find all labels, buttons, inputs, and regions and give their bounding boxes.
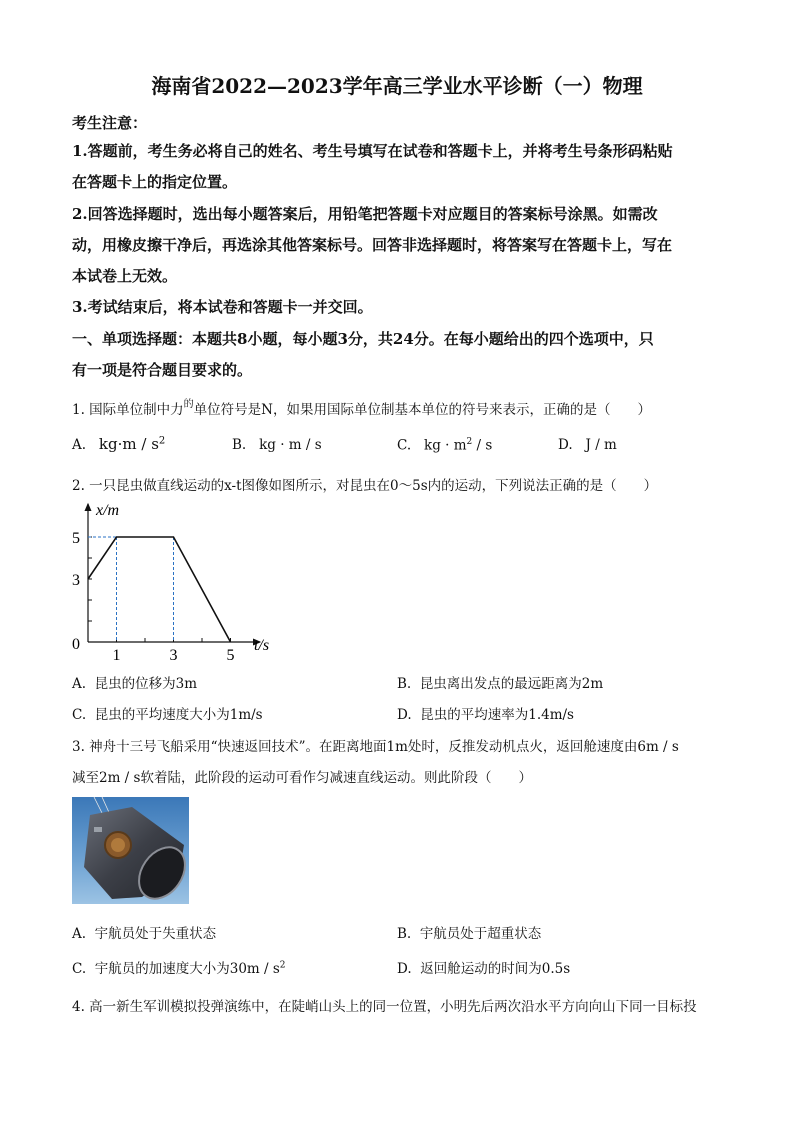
- xt-line: [88, 537, 231, 642]
- question-3-stem: 3. 神舟十三号飞船采用“快速返回技术”。在距离地面1m处时，反推发动机点火，返回舱速度由6m / s: [72, 739, 679, 755]
- y-axis-label: x/m: [96, 502, 120, 519]
- q1-option-c: C. kg · $m^2$ / s: [397, 437, 493, 454]
- xt-graph: [60, 496, 300, 668]
- notice-line: 1.答题前，考生务必将自己的姓名、考生号填写在试卷和答题卡上，并将考生号条形码粘贴: [72, 142, 673, 160]
- y-tick-label: 5: [72, 530, 80, 547]
- q3-option-b: B. 宇航员处于超重状态: [397, 926, 542, 942]
- x-axis-label: t/s: [254, 637, 270, 654]
- x-tick-label: 1: [112, 647, 121, 664]
- q2-option-d: D. 昆虫的平均速率为1.4m/s: [397, 707, 574, 723]
- section-heading: 有一项是符合题目要求的。: [72, 361, 253, 379]
- paper-title: 海南省2022—2023学年高三学业水平诊断（一）物理: [151, 74, 643, 98]
- question-3-stem: 减至2m / s软着陆，此阶段的运动可看作匀减速直线运动。则此阶段（ ）: [72, 770, 532, 786]
- q3-option-a: A. 宇航员处于失重状态: [72, 926, 217, 942]
- q3-option-c: C. 宇航员的加速度大小为$30m / s^2$: [72, 960, 286, 977]
- notice-line: 在答题卡上的指定位置。: [72, 173, 238, 191]
- question-4-stem: 4. 高一新生军训模拟投弹演练中，在陡峭山头上的同一位置，小明先后两次沿水平方向向山下同一目标投: [72, 999, 697, 1015]
- q3-option-d: D. 返回舱运动的时间为0.5s: [397, 961, 571, 977]
- question-2-stem: 2. 一只昆虫做直线运动的x-t图像如图所示，对昆虫在0～5s内的运动，下列说法正确的是（ ）: [72, 478, 658, 494]
- return-capsule-image: [72, 797, 189, 904]
- q2-option-b: B. 昆虫离出发点的最远距离为2m: [397, 676, 604, 692]
- q1-option-d: D. J / m: [558, 437, 617, 453]
- question-1-stem: 1. 国际单位制中力$^的$单位符号是N，如果用国际单位制基本单位的符号来表示，正确的是（ ）: [72, 399, 651, 418]
- notice-line: 本试卷上无效。: [72, 267, 178, 285]
- y-tick-label: 3: [72, 572, 80, 589]
- notice-heading: 考生注意：: [72, 114, 148, 132]
- q1-option-a: A. $kg\cdot m / s^2$: [72, 435, 166, 453]
- q1-option-b: B. kg · m / s: [232, 437, 322, 453]
- origin-label: 0: [72, 636, 80, 653]
- notice-line: 2.回答选择题时，选出每小题答案后，用铅笔把答题卡对应题目的答案标号涂黑。如需改: [72, 205, 658, 223]
- section-heading: 一、单项选择题：本题共8小题，每小题3分，共24分。在每小题给出的四个选项中，只: [72, 330, 654, 348]
- x-tick-label: 5: [226, 647, 235, 664]
- q2-option-a: A. 昆虫的位移为3m: [72, 676, 198, 692]
- x-tick-label: 3: [169, 647, 178, 664]
- notice-line: 3.考试结束后，将本试卷和答题卡一并交回。: [72, 298, 373, 316]
- notice-line: 动，用橡皮擦干净后，再选涂其他答案标号。回答非选择题时，将答案写在答题卡上，写在: [72, 236, 673, 254]
- q2-option-c: C. 昆虫的平均速度大小为1m/s: [72, 707, 263, 723]
